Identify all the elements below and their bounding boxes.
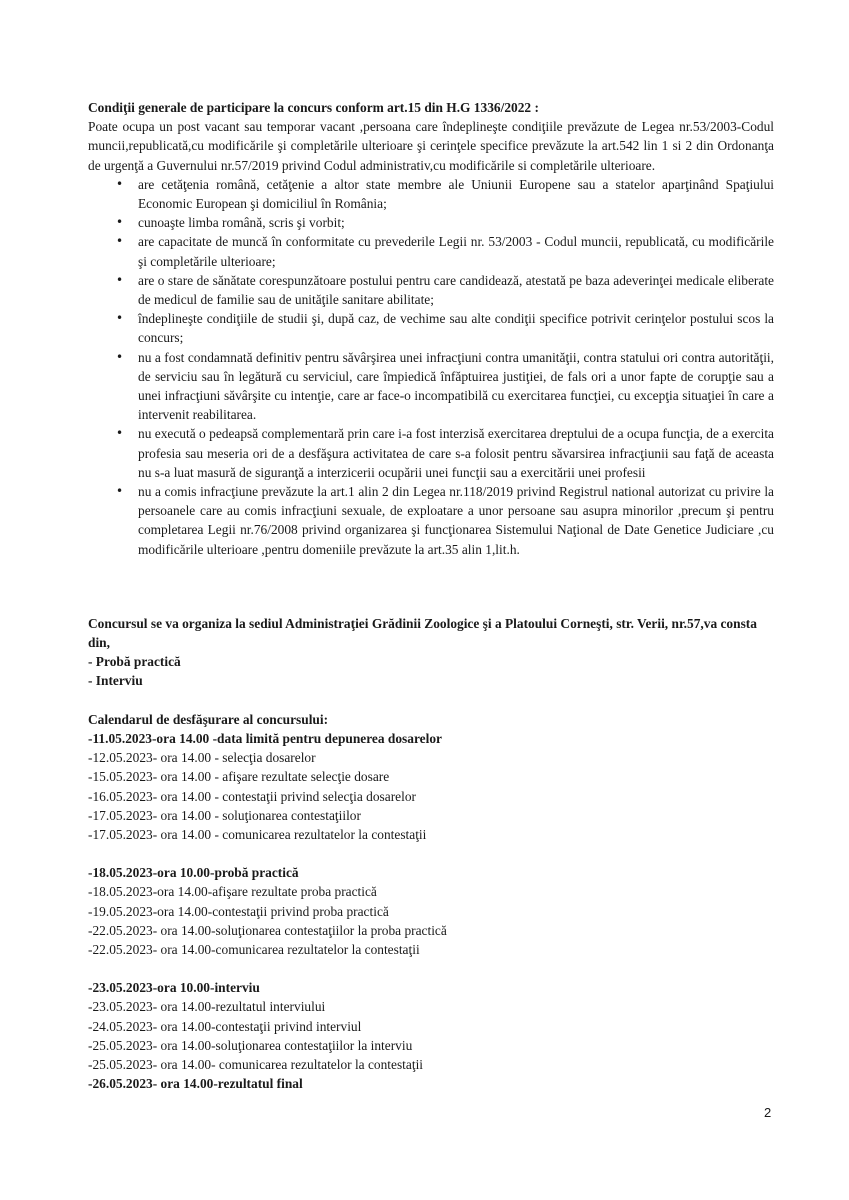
calendar-entry: -22.05.2023- ora 14.00-soluţionarea contestaţiilor la proba practică (88, 922, 447, 938)
calendar-entry: -25.05.2023- ora 14.00-soluţionarea contestaţiilor la interviu (88, 1037, 413, 1053)
conditions-intro: Poate ocupa un post vacant sau temporar vacant ,persoana care îndeplineşte condiţiile prevăzute de Legea nr.53/2003-Codul muncii,republicată,cu modificările şi completările ulterioare şi cerinţele specifice prevăzute la art.542 lin 1 si 2 din Ordonanţa de urgenţă a Guvernului nr.57/2019 privind Codul administrativ,cu modificările si completările ulterioare. (88, 119, 774, 173)
condition-item: • are capacitate de muncă în conformitate cu prevederile Legii nr. 53/2003 - Codul muncii, republicată, cu modificările şi completările ulterioare; (88, 232, 774, 270)
document-page (88, 98, 774, 1093)
calendar-entry: -12.05.2023- ora 14.00 - selecţia dosarelor (88, 750, 316, 766)
calendar-entry: -18.05.2023-ora 14.00-afişare rezultate proba practică (88, 884, 377, 900)
condition-item: • îndeplineşte condiţiile de studii şi, după caz, de vechime sau alte condiţii specifice potrivit cerinţelor postului scos la concurs; (88, 309, 774, 347)
calendar-final-result: -26.05.2023- ora 14.00-rezultatul final (88, 1076, 303, 1092)
calendar-entry: -25.05.2023- ora 14.00- comunicarea rezultatelor la contestaţii (88, 1056, 424, 1072)
calendar-section (88, 710, 774, 1094)
condition-item: • are o stare de sănătate corespunzătoare postului pentru care candidează, atestată pe baza adeverinţei medicale eliberate de medicul de familie sau de unităţile sanitare abilitate; (88, 271, 774, 309)
contest-location-section (88, 614, 774, 691)
calendar-entry: -17.05.2023- ora 14.00 - soluţionarea contestaţiilor (88, 807, 361, 823)
page-number: 2 (764, 1105, 772, 1120)
conditions-heading: Condiţii generale de participare la concurs conform art.15 din H.G 1336/2022 : (88, 100, 539, 115)
contest-stage-interview: - Interviu (88, 673, 143, 689)
calendar-heading: Calendarul de desfăşurare al concursului: (88, 711, 329, 727)
condition-item: • nu execută o pedeapsă complementară prin care i-a fost interzisă exercitarea dreptului de a ocupa funcţia, de a exercita profesia sau meseria ori de a desfăşura activitatea de care s-a folosit pentru săvarsirea infracţiunii sau faţă de aceasta nu s-a luat masură de siguranţă a interzicerii ocupării unei funcţii sau a exercitării unei profesii (88, 424, 774, 482)
calendar-group-lead: -18.05.2023-ora 10.00-probă practică (88, 865, 299, 881)
calendar-entry: -22.05.2023- ora 14.00-comunicarea rezultatelor la contestaţii (88, 941, 420, 957)
calendar-entry: -17.05.2023- ora 14.00 - comunicarea rezultatelor la contestaţii (88, 826, 427, 842)
condition-item: • nu a fost condamnată definitiv pentru săvârşirea unei infracţiuni contra umanităţii, contra statului ori contra autorităţii, de serviciu sau în legătură cu serviciul, care împiedică înfăptuirea justiţiei, de fals ori a unor fapte de corupţie sau a unei infracţiuni săvârşite cu intenţie, care ar face-o incompatibilă cu exercitarea funcţiei, cu excepţia situaţiei în care a intervenit reabilitarea. (88, 348, 774, 425)
condition-item: • nu a comis infracţiune prevăzute la art.1 alin 2 din Legea nr.118/2019 privind Registrul national autorizat cu privire la persoanele care au comis infracţiuni sexuale, de exploatare a unor persoane sau asupra minorilor ,precum şi pentru completarea Legii nr.76/2008 privind organizarea şi funcţionarea Sistemului Naţional de Date Genetice Judiciare ,cu modificările ulterioare ,pentru domeniile prevăzute la art.35 alin 1,lit.h. (88, 482, 774, 559)
contest-location-heading: Concursul se va organiza la sediul Administraţiei Grădinii Zoologice şi a Platoului Corneşti, str. Verii, nr.57,va consta din, (88, 615, 757, 651)
calendar-entry: -23.05.2023- ora 14.00-rezultatul interviului (88, 999, 326, 1015)
calendar-entry: -16.05.2023- ora 14.00 - contestaţii privind selecţia dosarelor (88, 788, 416, 804)
calendar-entry: -15.05.2023- ora 14.00 - afişare rezultate selecţie dosare (88, 769, 390, 785)
calendar-group-lead: -23.05.2023-ora 10.00-interviu (88, 980, 260, 996)
condition-item: • are cetăţenia română, cetăţenie a altor state membre ale Uniunii Europene sau a statelor aparţinând Spaţiului Economic European şi domiciliul în România; (88, 175, 774, 213)
calendar-entry: -19.05.2023-ora 14.00-contestaţii privind proba practică (88, 903, 389, 919)
calendar-entry: -24.05.2023- ora 14.00-contestaţii privind interviul (88, 1018, 362, 1034)
contest-stage-practical: - Probă practică (88, 654, 181, 670)
calendar-group-lead: -11.05.2023-ora 14.00 -data limită pentru depunerea dosarelor (88, 730, 442, 746)
condition-item: • cunoaşte limba română, scris şi vorbit; (88, 213, 774, 232)
conditions-list (88, 175, 774, 559)
